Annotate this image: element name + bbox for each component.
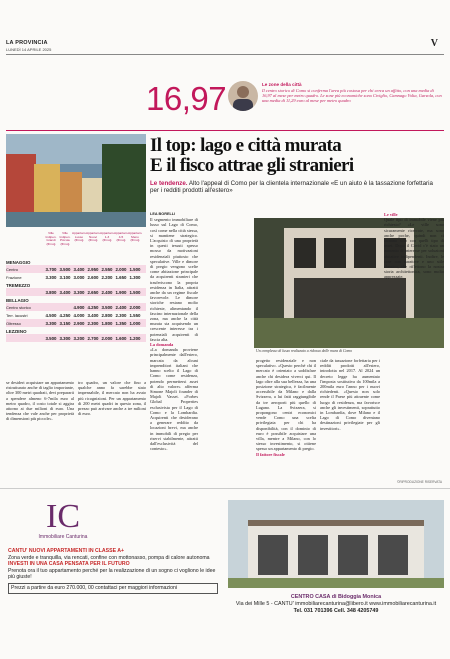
table-cell: 1.350 (115, 320, 127, 326)
below-table-col-b: tro quadro, un valore che fino a qualche anno fa sarebbe stato impensabile, il mercato non ha avuto più ricognizioni. Per un appartamento di 200 metri quadri in questo zona, il prezzo può arrivare anche a tre milioni di euro. (78, 380, 146, 417)
ad-line-1: CANTU' NUOVI APPARTAMENTI IN CLASSE A+ (8, 548, 125, 554)
below-table-col-a: se desideri acquistare un appartamento ristrutturato anche di taglio importante, oltre 300 metri quadrati, devi prepararti a spendere almeno 6-7mila euro al metro quadro, il costo totale si aggira attorno ai due milioni di euro. Una tendenza che vale anche per proprietà di dimensioni più piccole». (6, 380, 75, 422)
table-cell: 2.950 (87, 266, 99, 272)
table-cell: 3.300 (73, 289, 85, 295)
article-column-3 (256, 358, 316, 457)
table-cell: 2.000 (101, 335, 113, 341)
table-zone: Centro (6, 266, 19, 272)
table-cell: 3.700 (45, 266, 57, 272)
table-row (6, 303, 146, 311)
ad-line-4: Prenota ora il tuo appartamento perché per la realizzazione di un sogno ci vogliono le idee più giuste! (8, 567, 216, 581)
table-cell: 2.000 (115, 266, 127, 272)
table-cell: 1.550 (129, 312, 141, 318)
article-column-5 (384, 212, 444, 280)
table-header-cell: Appartam. 1-3 (€/mq) (100, 231, 115, 243)
table-row (6, 319, 146, 327)
table-cell: 2.200 (101, 274, 113, 280)
table-header-cell: Appartam. Meno (€/mq) (128, 231, 143, 243)
avatar (228, 81, 258, 111)
table-cell: 4.900 (73, 304, 85, 310)
table-cell: 1.300 (129, 274, 141, 280)
column-2-text: progetto residenziale e non speculativo. «Questo perché chi il mercato è orientato a soddisfare anche chi desidera viverci qui. Il lago oltre alla sua bellezza, ha una posizione strategica, è facilmente accessibile da Milano e dalla Svizzera, a lui fatti raggiungibile da tre aeroporti più quello di Lugano. La Svizzera, si propongono centri economici vende Como una scelta privilegiata per chi ha disponibilità, con il dominio di euro è possibile acquistare una villa, mentre a Milano, con lo stesso investimento, si ottiene spesso un appartamento di pregio. (256, 358, 316, 452)
table-cell: 3.500 (45, 335, 57, 341)
table-cell: 3.300 (45, 274, 57, 280)
table-city: TREMEZZO (6, 283, 31, 288)
table-cell: 3.300 (45, 320, 57, 326)
ad-house-photo (228, 500, 444, 588)
ad-brand: Immobiliare Canturina (38, 534, 88, 540)
table-cell: 1.900 (115, 289, 127, 295)
table-cell: 2.650 (87, 289, 99, 295)
table-cell: 2.000 (129, 304, 141, 310)
table-cell: 3.400 (87, 312, 99, 318)
table-cell: 1.600 (115, 335, 127, 341)
article-column-2 (202, 212, 250, 482)
article-column-4 (320, 358, 380, 431)
table-zone: Centro storico (6, 304, 31, 310)
table-header-cell: Ville Indipen. Piccole (€/mq) (59, 231, 71, 246)
table-cell: 3.800 (45, 289, 57, 295)
table-city: BELLAGIO (6, 298, 29, 303)
table-cell: 3.000 (73, 274, 85, 280)
ad-text (8, 548, 218, 594)
table-cell: 1.200 (129, 335, 141, 341)
table-cell: 2.400 (101, 289, 113, 295)
table-cell: 1.500 (129, 266, 141, 272)
table-cell: 3.400 (59, 289, 71, 295)
column-1-kicker: La domanda (150, 342, 174, 348)
headline (150, 136, 354, 176)
photo-caption: Un complesso di lusso realizzato a ridosso delle mura di Como (256, 349, 353, 353)
table-cell: 1.800 (101, 320, 113, 326)
headline-line-2: E il fisco attrae gli stranieri (150, 155, 354, 176)
table-zone: Terr. lacustri (6, 312, 28, 318)
table-cell: 4.250 (59, 312, 71, 318)
ad-address-line: Via dei Mille 5 - CANTU' immobiliarecanturina@libero.it www.immobiliarecanturina.it (235, 601, 437, 607)
photo-lake (6, 134, 146, 227)
table-row (6, 311, 146, 319)
subhead (150, 180, 440, 195)
table-body (6, 260, 146, 342)
table-cell: 1.650 (115, 274, 127, 280)
credit: ©RIPRODUZIONE RISERVATA (397, 480, 442, 484)
table-cell: 1.500 (129, 289, 141, 295)
table-header-cell: Appartam. Nuovi (€/mq) (86, 231, 101, 243)
dateline: LUNEDÌ 14 APRILE 2025 (6, 47, 52, 52)
article-column-1 (150, 212, 198, 451)
table-header-cell: Appartam. Lusso (€/mq) (72, 231, 87, 243)
ad-line-3: INVESTI IN UNA CASA PENSATA PER IL FUTURO (8, 561, 130, 568)
table-cell: 2.800 (101, 312, 113, 318)
ad-logo-letters: IC (46, 498, 80, 535)
table-cell: 4.500 (45, 312, 57, 318)
headline-line-1: Il top: lago e città murata (150, 135, 342, 156)
subhead-lead: Le tendenze. (150, 180, 188, 187)
table-cell: 4.250 (87, 304, 99, 310)
ad-contact (228, 594, 444, 615)
table-cell: 4.000 (73, 312, 85, 318)
section-rule (6, 130, 444, 131)
table-cell: 3.150 (59, 320, 71, 326)
table-cell: 3.100 (59, 274, 71, 280)
column-1b-text: «La domanda proviene principalmente dall'estero, marcata da alcuni imprenditori italiani che hanno scelto il Lago di Como come residenza, potendo permettersi asset di alto valore» afferma Simone Majoli founder di Majoli Vasset. «Forbes Global Properties esclusivista per il Lago di Como e la Lombardia. Acquirenti che desiderano a generare reddito da locazioni brevi, ma anche in immobili di pregio per riservi stabilmente, attratti dall'esclusività del contesto». (150, 347, 198, 452)
table-row (6, 288, 146, 296)
table-cell: 3.500 (101, 304, 113, 310)
stat-value: 16,97 (146, 80, 227, 117)
column-3-text: ciale da tassazione forfettaria per i redditi prodotti all'estero, introdotta nel 2017. Al 2024 un decreto legge ha aumentato l'imposta sostitutiva da 100mila a 200mila euro l'anno per i nuovi richiedenti. «Questo non solo rende il Paese più attraente come luogo di residenza, ma favorisce anche gli investimenti, soprattutto in Lombardia, dove Milano e il Lago di Como diventano destinazioni privilegiate per gli investitori». (320, 358, 380, 431)
table-header (44, 232, 146, 258)
byline: LEA BORELLI (150, 212, 176, 216)
table-zone: Frazione (6, 274, 22, 280)
table-cell: 3.300 (59, 335, 71, 341)
table-cell: 1.000 (129, 320, 141, 326)
ad-line-5: Prezzi a partire da euro 270.000, 00 contattaci per maggiori informazioni (8, 583, 218, 594)
person-photo-icon (228, 81, 258, 111)
table-cell: 2.300 (87, 320, 99, 326)
table-cell: 2.300 (115, 312, 127, 318)
stat-box-title: Le zone della città (262, 82, 302, 87)
table-city: LEZZENO (6, 329, 27, 334)
ad-phones: Tel. 031 701396 Cell. 348 4205749 (293, 608, 379, 614)
table-cell: 3.500 (59, 266, 71, 272)
table-cell: 3.400 (73, 266, 85, 272)
column-2-kicker: Il fattore fiscale (256, 451, 285, 457)
column-3-kicker: Le ville (384, 212, 398, 217)
table-cell: 2.550 (101, 266, 113, 272)
table-row (6, 273, 146, 281)
column-1-text: Il segmento immobiliare di lusso sul Lago di Como, così come nella città stessa, si mantiene strategico. L'acquisto di una proprietà in questi tessuti spesso mosso da motivazioni residenziali piuttosto che speculative. Ville e dimore di pregio vengono scelte come abitazione principale da acquirenti stranieri che trasferiscono la propria residenza in Italia, attratti anche da un regime fiscale favorevole. Le dimore storiche restano molto richieste, alimentando il fascino internazionale della zona, ma anche la città murata sta acquisendo un crescente interesse tra i potenziali acquirenti di fascia alta. (150, 217, 198, 342)
subhead-text: Alto l'appeal di Como per la clientela internazionale «E un aiuto è la tassazione forfettaria per i redditi prodotti all'estero» (150, 180, 433, 195)
table-header-cell: Ville Indipen. Grandi (€/mq) (45, 231, 57, 246)
table-row (6, 265, 146, 273)
top-rule (6, 54, 444, 55)
table-city: MENAGGIO (6, 260, 31, 265)
table-cell: 2.900 (73, 320, 85, 326)
stat-box-text: Il centro storico di Como si conferma l'area più costosa per chi cerca un affitto, con una media di 16,97 al mese per metro quadro. Le zone più economiche sono Civiglio, Camnago Volta, Garzola, con una media di 11,29 euro al mese per metro quadro (262, 88, 442, 104)
ad-center: CENTRO CASA di Bidoggia Monica (290, 594, 382, 600)
ad-logo (8, 500, 118, 540)
price-table (6, 232, 146, 342)
table-cell: 3.200 (73, 335, 85, 341)
column-4-text: Quale tipo di immobile viene più richiesto? «Le ville sono sicuramente ricercate, ma sono anche poche, quindi non ci faranno solo con quelli tipo di asset. Dopo il Covid c'è stato un aumento di interesse per soluzioni abitative indipendenti. Inoltre, le case con carattere e uno stile classico, che riflettono la nostra storia architettonica, sono molto apprezzate. (384, 217, 444, 280)
house-render-image (228, 500, 444, 588)
table-zone: Oltresso (6, 320, 21, 326)
table-cell: 2.400 (115, 304, 127, 310)
table-cell: 2.600 (87, 274, 99, 280)
table-cell: 2.700 (87, 335, 99, 341)
ad-line-2: Zona verde e tranquilla, via rencati, confine con mottonasso, pompa di calore autonoma (8, 554, 210, 561)
masthead: LA PROVINCIA (6, 40, 48, 46)
table-header-cell: Appartam. 4-5 (€/mq) (114, 231, 129, 243)
lake-village-image (6, 134, 146, 227)
table-row (6, 334, 146, 342)
page-letter: V (430, 38, 438, 49)
